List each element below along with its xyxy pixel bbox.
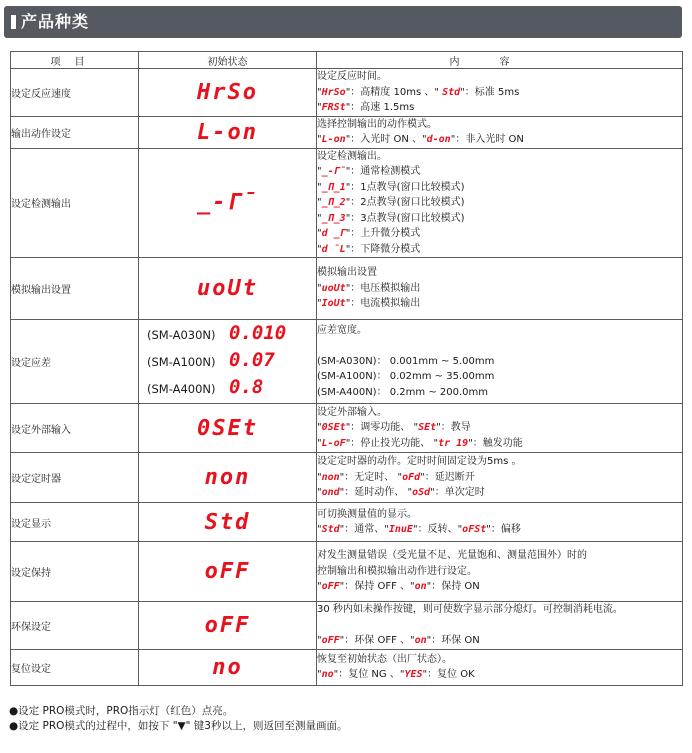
- description-line: [317, 226, 682, 242]
- description-line: 模拟输出设置: [317, 267, 377, 279]
- segment-code: IoUt: [321, 298, 346, 310]
- description-line: 选择控制输出的动作模式。: [317, 118, 437, 130]
- description-text: "：保持 ON: [426, 581, 480, 593]
- description-line: [317, 85, 682, 101]
- description-line: [317, 522, 682, 538]
- segment-display-value: 0.07: [229, 349, 275, 371]
- setting-name: 环保设定: [11, 602, 139, 650]
- setting-name: 设定显示: [11, 503, 139, 542]
- description-text: "：教导: [436, 422, 471, 434]
- segment-display-initial: non: [204, 465, 251, 490]
- description-text: "：电压模拟输出: [345, 282, 421, 294]
- description-line: 应差宽度。: [317, 324, 367, 336]
- segment-code: _Π_3: [321, 212, 346, 224]
- segment-code: oFF: [321, 635, 340, 646]
- setting-name: 设定检测输出: [11, 148, 139, 258]
- setting-description: [317, 258, 683, 320]
- description-text: "：偏移: [486, 524, 521, 535]
- description-line: [317, 436, 682, 452]
- initial-state: [139, 148, 317, 258]
- model-label: (SM-A030N): [147, 328, 216, 342]
- segment-code: 0SEt: [321, 422, 346, 434]
- description-text: "：2点教导(窗口比较模式): [345, 197, 465, 208]
- page-title: 产品种类: [21, 12, 90, 31]
- initial-state: [139, 602, 317, 650]
- segment-display-initial: no: [212, 654, 243, 680]
- setting-description: [317, 116, 683, 148]
- initial-state: [139, 258, 317, 320]
- segment-code: _Π_1: [321, 181, 346, 193]
- description-text: ": [317, 243, 322, 255]
- description-text: "：通常检测模式: [345, 166, 421, 177]
- description-line: [317, 100, 682, 116]
- description-text: ": [317, 422, 322, 434]
- description-text: "：上升微分模式: [345, 228, 421, 239]
- setting-name: 设定保持: [11, 542, 139, 602]
- description-line: [317, 211, 682, 227]
- description-text: "：3点教导(窗口比较模式): [345, 212, 465, 224]
- description-text: "：下降微分模式: [345, 243, 421, 255]
- setting-description: [317, 602, 683, 650]
- segment-display-initial: Std: [204, 509, 251, 535]
- setting-name: 设定定时器: [11, 453, 139, 503]
- segment-code: HrSo: [321, 86, 346, 98]
- description-text: "：无定时、 ": [339, 471, 403, 483]
- description-text: ": [317, 102, 322, 113]
- description-line: 控制输出和模拟输出动作进行设定。: [317, 565, 477, 577]
- segment-code: d ¯L: [321, 243, 346, 255]
- description-text: "：环保 ON: [426, 635, 480, 646]
- segment-code: oFF: [321, 581, 340, 593]
- segment-code: L-oF: [321, 437, 346, 449]
- description-text: "：延时动作、 ": [339, 487, 413, 499]
- description-text: "：调零功能、 ": [345, 422, 419, 434]
- segment-code: d-on: [426, 134, 451, 145]
- description-line: 设定外部输入。: [317, 406, 387, 418]
- description-text: "：保持 OFF 、": [339, 581, 415, 593]
- segment-code: oFd: [402, 471, 421, 483]
- section-title-bar: [4, 6, 682, 38]
- footnote-1: ●设定 PRO模式时，PRO指示灯（红色）点亮。: [9, 705, 234, 717]
- description-text: "：标准 5ms: [460, 86, 520, 98]
- segment-code: ond: [321, 487, 340, 499]
- description-text: "：电流模拟输出: [345, 298, 421, 310]
- description-line: [317, 485, 682, 501]
- table-row: [11, 69, 683, 117]
- description-text: ": [317, 228, 322, 239]
- table-row: [11, 116, 683, 148]
- description-line: 设定定时器的动作。定时时间固定设为5ms 。: [317, 456, 522, 468]
- segment-code: InuE: [388, 524, 413, 535]
- setting-name: 设定反应速度: [11, 69, 139, 117]
- description-line: [317, 132, 682, 148]
- segment-display-initial: HrSo: [197, 79, 258, 105]
- description-text: ": [317, 524, 322, 535]
- description-line: (SM-A030N)： 0.001mm ~ 5.00mm: [317, 355, 495, 367]
- table-row: [11, 148, 683, 258]
- setting-description: [317, 453, 683, 503]
- tolerance-initial-row: [139, 321, 316, 348]
- initial-state: [139, 116, 317, 148]
- description-text: "：复位 NG 、": [333, 669, 405, 680]
- segment-display-initial: uoUt: [197, 276, 258, 301]
- setting-description: [317, 69, 683, 117]
- header-content: 内容: [317, 52, 683, 69]
- setting-name: 复位设定: [11, 649, 139, 685]
- description-line: (SM-A400N)： 0.2mm ~ 200.0mm: [317, 386, 488, 398]
- description-text: ": [317, 581, 322, 593]
- segment-code: YES: [404, 669, 423, 680]
- tolerance-initial-row: [139, 348, 316, 375]
- segment-display-initial: oFF: [204, 612, 251, 638]
- description-text: ": [317, 166, 322, 177]
- description-text: ": [317, 197, 322, 208]
- description-line: [317, 579, 682, 595]
- segment-display-initial: L-on: [197, 119, 258, 145]
- model-label: (SM-A100N): [147, 355, 216, 369]
- description-line: [317, 242, 682, 258]
- segment-code: on: [414, 581, 427, 593]
- segment-display-initial: oFF: [204, 559, 251, 584]
- segment-code: on: [414, 635, 427, 646]
- table-row: [11, 258, 683, 320]
- setting-name: 设定外部输入: [11, 404, 139, 453]
- description-line: [317, 164, 682, 180]
- initial-state: [139, 649, 317, 685]
- description-line: [317, 667, 682, 683]
- table-header-row: [11, 52, 683, 69]
- setting-description: [317, 503, 683, 542]
- table-row: [11, 602, 683, 650]
- description-text: "：高精度 10ms 、": [345, 86, 443, 98]
- description-text: ": [317, 669, 322, 680]
- segment-code: SEt: [418, 422, 437, 434]
- description-line: [317, 470, 682, 486]
- description-text: ": [317, 437, 322, 449]
- segment-display-value: 0.8: [229, 376, 264, 398]
- initial-state: [139, 542, 317, 602]
- tolerance-initial-row: [139, 375, 316, 402]
- description-text: "：通常、": [339, 524, 389, 535]
- setting-description: [317, 148, 683, 258]
- description-line: (SM-A100N)： 0.02mm ~ 35.00mm: [317, 371, 495, 383]
- description-line: [317, 633, 682, 649]
- description-text: ": [317, 212, 322, 224]
- setting-name: 设定应差: [11, 320, 139, 404]
- table-row: [11, 649, 683, 685]
- product-settings-table: [10, 51, 683, 686]
- model-label: (SM-A400N): [147, 382, 216, 396]
- setting-name: 输出动作设定: [11, 116, 139, 148]
- segment-display-value: 0.010: [229, 322, 287, 344]
- description-line: [317, 618, 682, 634]
- description-text: "：1点教导(窗口比较模式): [345, 181, 465, 193]
- setting-name: 模拟输出设置: [11, 258, 139, 320]
- description-line: 设定反应时间。: [317, 71, 387, 82]
- segment-code: d _Γ: [321, 228, 346, 239]
- description-text: "：高速 1.5ms: [345, 102, 415, 113]
- segment-code: oFSt: [462, 524, 487, 535]
- segment-code: FRSt: [321, 102, 346, 113]
- description-text: "：入光时 ON 、": [345, 134, 427, 145]
- description-text: "：环保 OFF 、": [339, 635, 415, 646]
- description-line: [317, 296, 682, 312]
- setting-description: [317, 649, 683, 685]
- header-item: 项目: [11, 52, 139, 69]
- table-row: [11, 503, 683, 542]
- description-text: "：非入光时 ON: [450, 134, 524, 145]
- description-line: [317, 281, 682, 297]
- description-text: ": [317, 487, 322, 499]
- description-text: ": [317, 86, 322, 98]
- table-row: [11, 320, 683, 404]
- description-text: ": [317, 181, 322, 193]
- description-text: ": [317, 471, 322, 483]
- description-text: "：触发功能: [468, 437, 523, 449]
- description-text: ": [317, 298, 322, 310]
- description-text: ": [317, 134, 322, 145]
- segment-code: _Π_2: [321, 197, 346, 208]
- segment-code: oSd: [412, 487, 431, 499]
- initial-state: [139, 320, 317, 404]
- description-line: 30 秒内如未操作按键，则可使数字显示部分熄灯。可控制消耗电流。: [317, 604, 623, 615]
- initial-state: [139, 453, 317, 503]
- segment-code: no: [321, 669, 334, 680]
- segment-code: non: [321, 471, 340, 483]
- initial-state: [139, 404, 317, 453]
- description-line: 设定检测输出。: [317, 150, 387, 162]
- title-marker: [11, 15, 16, 29]
- description-text: ": [317, 282, 322, 294]
- description-text: ": [317, 635, 322, 646]
- segment-code: Std: [321, 524, 340, 535]
- initial-state: [139, 503, 317, 542]
- setting-description: [317, 320, 683, 404]
- segment-display-initial: _-Γ¯: [197, 190, 258, 216]
- segment-code: L-on: [321, 134, 346, 145]
- description-line: [317, 195, 682, 211]
- description-text: "：复位 OK: [422, 669, 475, 680]
- table-row: [11, 404, 683, 453]
- initial-state: [139, 69, 317, 117]
- description-line: [317, 420, 682, 436]
- description-text: "：延迟断开: [420, 471, 475, 483]
- table-row: [11, 453, 683, 503]
- description-line: [317, 180, 682, 196]
- description-text: "：单次定时: [430, 487, 485, 499]
- description-text: "：停止投光功能、 ": [345, 437, 439, 449]
- segment-code: uoUt: [321, 282, 346, 294]
- setting-description: [317, 404, 683, 453]
- description-line: 恢复至初始状态（出厂状态）。: [317, 653, 452, 665]
- segment-code: tr 19: [438, 437, 469, 449]
- description-line: 对发生测量错误（受光量不足、光量饱和、测量范围外）时的: [317, 550, 587, 562]
- header-init: 初始状态: [139, 52, 317, 69]
- description-line: 可切换测量值的显示。: [317, 508, 417, 520]
- segment-code: _-Γ¯: [321, 166, 346, 177]
- description-text: "：反转、": [412, 524, 463, 535]
- segment-display-initial: 0SEt: [197, 415, 258, 441]
- footnote-2: ●设定 PRO模式的过程中，如按下 "▼" 键3秒以上，则返回至测量画面。: [9, 720, 348, 732]
- segment-code: Std: [442, 86, 461, 98]
- table-row: [11, 542, 683, 602]
- setting-description: [317, 542, 683, 602]
- description-line: [317, 338, 682, 354]
